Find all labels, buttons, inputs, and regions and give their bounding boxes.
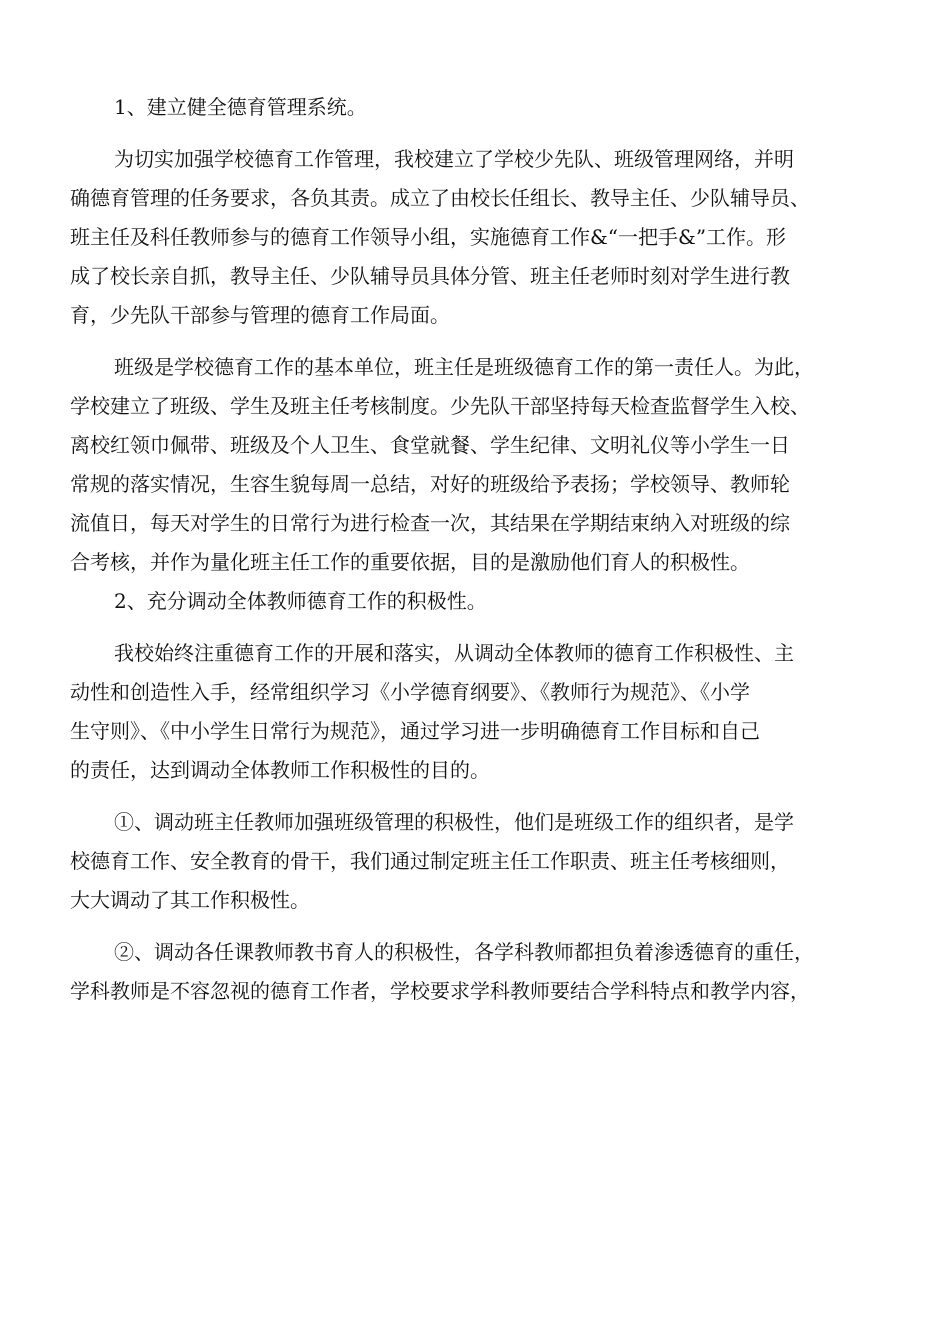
paragraph-4	[70, 803, 890, 920]
paragraph-2	[70, 348, 890, 582]
paragraph-line: 动性和创造性入手，经常组织学习《小学德育纲要》、《教师行为规范》、《小学	[70, 680, 750, 704]
paragraph-line: 为切实加强学校德育工作管理，我校建立了学校少先队、班级管理网络，并明	[114, 147, 794, 171]
paragraph-line: ②、调动各任课教师教书育人的积极性，各学科教师都担负着渗透德育的重任，	[114, 940, 814, 964]
paragraph-5	[70, 933, 890, 1011]
paragraph-line: 我校始终注重德育工作的开展和落实，从调动全体教师的德育工作积极性、主	[114, 641, 794, 665]
paragraph-line: 班级是学校德育工作的基本单位，班主任是班级德育工作的第一责任人。为此，	[114, 355, 814, 379]
paragraph-1	[70, 140, 890, 335]
section-heading-1: 1、建立健全德育管理系统。	[114, 95, 367, 119]
paragraph-line: 学校建立了班级、学生及班主任考核制度。少先队干部坚持每天检查监督学生入校、	[70, 394, 810, 418]
paragraph-line: 学科教师是不容忽视的德育工作者，学校要求学科教师要结合学科特点和教学内容，	[70, 979, 810, 1003]
paragraph-line: 离校红领巾佩带、班级及个人卫生、食堂就餐、学生纪律、文明礼仪等小学生一日	[70, 433, 790, 457]
paragraph-line: 成了校长亲自抓，教导主任、少队辅导员具体分管、班主任老师时刻对学生进行教	[70, 264, 790, 288]
section-heading-2: 2、充分调动全体教师德育工作的积极性。	[114, 589, 487, 613]
paragraph-line: 常规的落实情况，生容生貌每周一总结，对好的班级给予表扬；学校领导、教师轮	[70, 472, 790, 496]
paragraph-line: 合考核，并作为量化班主任工作的重要依据，目的是激励他们育人的积极性。	[70, 550, 750, 574]
paragraph-line: 确德育管理的任务要求，各负其责。成立了由校长任组长、教导主任、少队辅导员、	[70, 186, 810, 210]
paragraph-line: 育，少先队干部参与管理的德育工作局面。	[70, 303, 450, 327]
document-page	[70, 88, 890, 1011]
paragraph-line: ①、调动班主任教师加强班级管理的积极性，他们是班级工作的组织者，是学	[114, 810, 794, 834]
paragraph-line: 的责任，达到调动全体教师工作积极性的目的。	[70, 758, 490, 782]
paragraph-3	[70, 634, 890, 790]
paragraph-line: 大大调动了其工作积极性。	[70, 888, 310, 912]
paragraph-line: 流值日，每天对学生的日常行为进行检查一次，其结果在学期结束纳入对班级的综	[70, 511, 790, 535]
paragraph-line: 班主任及科任教师参与的德育工作领导小组，实施德育工作&“一把手&”工作。形	[70, 225, 787, 249]
paragraph-line: 校德育工作、安全教育的骨干，我们通过制定班主任工作职责、班主任考核细则，	[70, 849, 790, 873]
paragraph-line: 生守则》、《中小学生日常行为规范》，通过学习进一步明确德育工作目标和自己	[70, 719, 760, 743]
